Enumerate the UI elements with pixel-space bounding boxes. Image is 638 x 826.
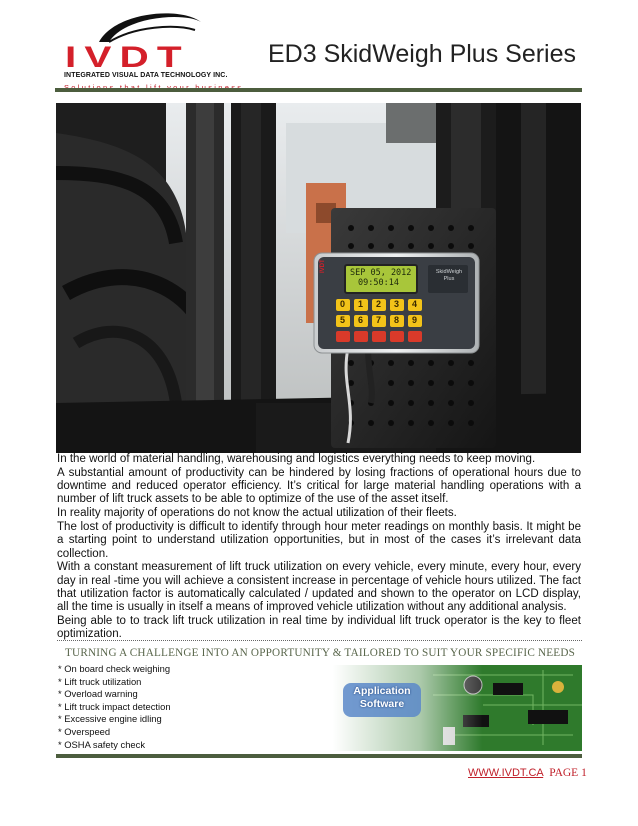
logo-mark: IVDT [65, 41, 190, 74]
device-key: 4 [412, 299, 418, 309]
device-key: 0 [340, 299, 346, 309]
logo-company-name: INTEGRATED VISUAL DATA TECHNOLOGY INC. [64, 72, 228, 79]
device-key: 9 [412, 315, 418, 325]
device-key: 1 [358, 299, 364, 309]
device-key: 5 [340, 315, 346, 325]
device-key: 2 [376, 299, 382, 309]
page-number: PAGE 1 [549, 767, 587, 779]
feature-item: * Overload warning [58, 688, 138, 700]
device-model-line1: SkidWeigh [435, 269, 463, 275]
app-label-line1: Application [353, 685, 411, 697]
feature-item: * Overspeed [58, 725, 111, 737]
device-key: 3 [394, 299, 400, 309]
website-link[interactable]: WWW.IVDT.CA [468, 767, 544, 779]
body-text [57, 453, 581, 642]
lcd-line-time: 09:50:14 [358, 278, 399, 288]
footer-divider [56, 754, 582, 758]
paragraph: A substantial amount of productivity can be hindered by losing fractions of operational hours due to downtime and reduced operator efficiency. It’s critical for large material handling operations with a number of lift truck assets to be able to optimize of the use of the asset itself. [57, 466, 581, 506]
device-key: 8 [394, 315, 400, 325]
application-software-image [333, 665, 582, 751]
device-model-line2: Plus [443, 276, 455, 282]
feature-item: * OSHA safety check [58, 738, 146, 750]
feature-item: * Lift truck utilization [58, 675, 142, 687]
paragraph: With a constant measurement of lift truck utilization on every vehicle, every minute, every hour, every day in real -time you will achieve a consistent increase in percentage of vehicle hours utilized. The fact that utilization factor is automatically calculated / updated and shown to the operator on LCD display, all the time is usually in itself a means of improved vehicle utilization without any additional analysis. [57, 561, 581, 614]
product-photo [56, 103, 581, 453]
paragraph: Being able to to track lift truck utilization in real time by individual lift truck operator is the key to fleet optimization. [57, 615, 581, 641]
feature-item: * Excessive engine idling [58, 713, 162, 725]
feature-item: * Lift truck impact detection [58, 700, 171, 712]
paragraph: In reality majority of operations do not know the actual utilization of their fleets. [57, 507, 457, 520]
paragraph: The lost of productivity is difficult to identify through hour meter readings on monthly basis. It might be a starting point to understand utilization opportunities, but in most of the cases it’s irrelevant data collection. [57, 520, 581, 560]
footer [468, 767, 587, 779]
paragraph: In the world of material handling, warehousing and logistics everything needs to keep moving. [57, 453, 536, 465]
document-title: ED3 SkidWeigh Plus Series [268, 40, 577, 68]
device-key: 6 [358, 315, 364, 325]
feature-item: * On board check weighing [58, 663, 171, 674]
device-brand: IVDT [320, 259, 326, 273]
header-divider [55, 88, 582, 92]
section-divider [57, 640, 582, 641]
section-heading: TURNING A CHALLENGE INTO AN OPPORTUNITY & TAILORED TO SUIT YOUR SPECIFIC NEEDS [65, 647, 576, 659]
device-key: 7 [376, 315, 382, 325]
app-label-line2: Software [359, 698, 405, 710]
forklift-scene-image [56, 103, 581, 453]
company-logo [55, 8, 235, 88]
feature-list [58, 663, 171, 751]
lcd-line-date: SEP 05, 2012 [350, 268, 412, 278]
